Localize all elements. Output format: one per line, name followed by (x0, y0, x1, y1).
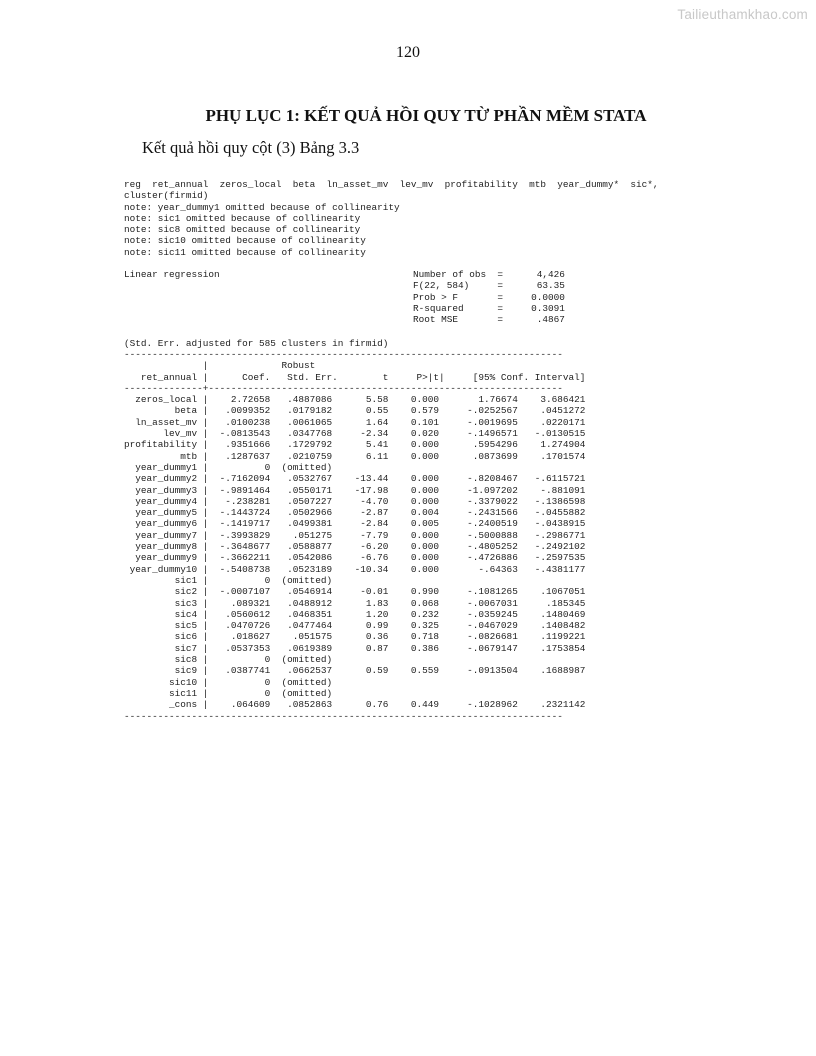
table-row: mtb | .1287637 .0210759 6.11 0.000 .0873699 .1701574 (124, 450, 586, 462)
note-line: note: year_dummy1 omitted because of collinearity (124, 201, 400, 213)
appendix-heading: PHỤ LỤC 1: KẾT QUẢ HỒI QUY TỪ PHẦN MỀM STATA (205, 106, 647, 125)
table-row: sic7 | .0537353 .0619389 0.87 0.386 -.0679147 .1753854 (124, 642, 586, 654)
table-row: sic10 | 0 (omitted) (124, 676, 333, 688)
table-row: ln_asset_mv | .0100238 .0061065 1.64 0.101 -.0019695 .0220171 (124, 416, 586, 428)
table-row: sic8 | 0 (omitted) (124, 654, 333, 666)
table-rule: ------------------------------------------------------------------------------ (124, 349, 563, 360)
table-row: year_dummy5 | -.1443724 .0502966 -2.87 0.004 -.2431566 -.0455882 (124, 507, 586, 519)
table-row: year_dummy10 | -.5408738 .0523189 -10.34 0.000 -.64363 -.4381177 (124, 563, 586, 575)
table-row: year_dummy3 | -.9891464 .0550171 -17.98 0.000 -1.097202 -.881091 (124, 484, 586, 496)
table-row: sic11 | 0 (omitted) (124, 687, 333, 699)
table-row: sic6 | .018627 .051575 0.36 0.718 -.0826681 .1199221 (124, 631, 586, 643)
table-row: year_dummy7 | -.3993829 .051275 -7.79 0.000 -.5000888 -.2986771 (124, 529, 586, 541)
command-line: reg ret_annual zeros_local beta ln_asset_mv lev_mv profitability mtb year_dummy* sic*, (124, 179, 659, 190)
note-line: note: sic8 omitted because of collinearity (124, 224, 361, 236)
regression-title: Linear regression (124, 269, 220, 280)
table-rule: --------------+--------------------------------------------------------------- (124, 382, 563, 394)
table-row: year_dummy8 | -.3648677 .0588877 -6.20 0.000 -.4805252 -.2492102 (124, 541, 586, 553)
stat-line: Prob > F = 0.0000 (413, 291, 565, 303)
table-rule: ------------------------------------------------------------------------------ (124, 710, 563, 722)
table-row: year_dummy1 | 0 (omitted) (124, 461, 333, 473)
regression-table (124, 349, 585, 722)
table-row: sic2 | -.0007107 .0546914 -0.01 0.990 -.1081265 .1067051 (124, 586, 586, 598)
table-row: zeros_local | 2.72658 .4887086 5.58 0.000 1.76674 3.686421 (124, 394, 586, 406)
note-line: note: sic1 omitted because of collinearity (124, 212, 361, 224)
std-err-note: (Std. Err. adjusted for 585 clusters in firmid) (124, 338, 389, 349)
table-header-robust: | Robust (124, 360, 316, 372)
stat-line: F(22, 584) = 63.35 (413, 280, 565, 292)
table-row: sic3 | .089321 .0488912 1.83 0.068 -.0067031 .185345 (124, 597, 586, 609)
stat-line: R-squared = 0.3091 (413, 302, 565, 314)
stata-command-block (124, 179, 658, 258)
command-line: cluster(firmid) (124, 190, 209, 202)
note-line: note: sic10 omitted because of collinearity (124, 235, 366, 247)
regression-stats (413, 269, 565, 325)
stat-line: Number of obs = 4,426 (413, 269, 565, 280)
table-row: year_dummy9 | -.3662211 .0542086 -6.76 0.000 -.4726886 -.2597535 (124, 552, 586, 564)
table-row: sic5 | .0470726 .0477464 0.99 0.325 -.0467029 .1408482 (124, 620, 586, 632)
table-row: beta | .0099352 .0179182 0.55 0.579 -.0252567 .0451272 (124, 405, 586, 417)
page-number: 120 (396, 44, 420, 61)
table-row: year_dummy4 | -.238281 .0507227 -4.70 0.000 -.3379022 -.1386598 (124, 495, 586, 507)
section-subheading: Kết quả hồi quy cột (3) Bảng 3.3 (142, 138, 360, 157)
stat-line: Root MSE = .4867 (413, 314, 565, 326)
note-line: note: sic11 omitted because of collinearity (124, 246, 366, 258)
table-row: sic4 | .0560612 .0468351 1.20 0.232 -.0359245 .1480469 (124, 608, 586, 620)
table-row: profitability | .9351666 .1729792 5.41 0.000 .5954296 1.274904 (124, 439, 586, 451)
table-row: year_dummy2 | -.7162094 .0532767 -13.44 0.000 -.8208467 -.6115721 (124, 473, 586, 485)
table-row: sic1 | 0 (omitted) (124, 574, 333, 586)
watermark: Tailieuthamkhao.com (677, 7, 808, 22)
table-row: sic9 | .0387741 .0662537 0.59 0.559 -.0913504 .1688987 (124, 665, 586, 677)
table-row: year_dummy6 | -.1419717 .0499381 -2.84 0.005 -.2400519 -.0438915 (124, 518, 586, 530)
table-header: ret_annual | Coef. Std. Err. t P>|t| [95% Conf. Interval] (124, 371, 586, 383)
table-row: lev_mv | -.0813543 .0347768 -2.34 0.020 -.1496571 -.0130515 (124, 428, 586, 440)
table-row: _cons | .064609 .0852863 0.76 0.449 -.1028962 .2321142 (124, 699, 586, 711)
